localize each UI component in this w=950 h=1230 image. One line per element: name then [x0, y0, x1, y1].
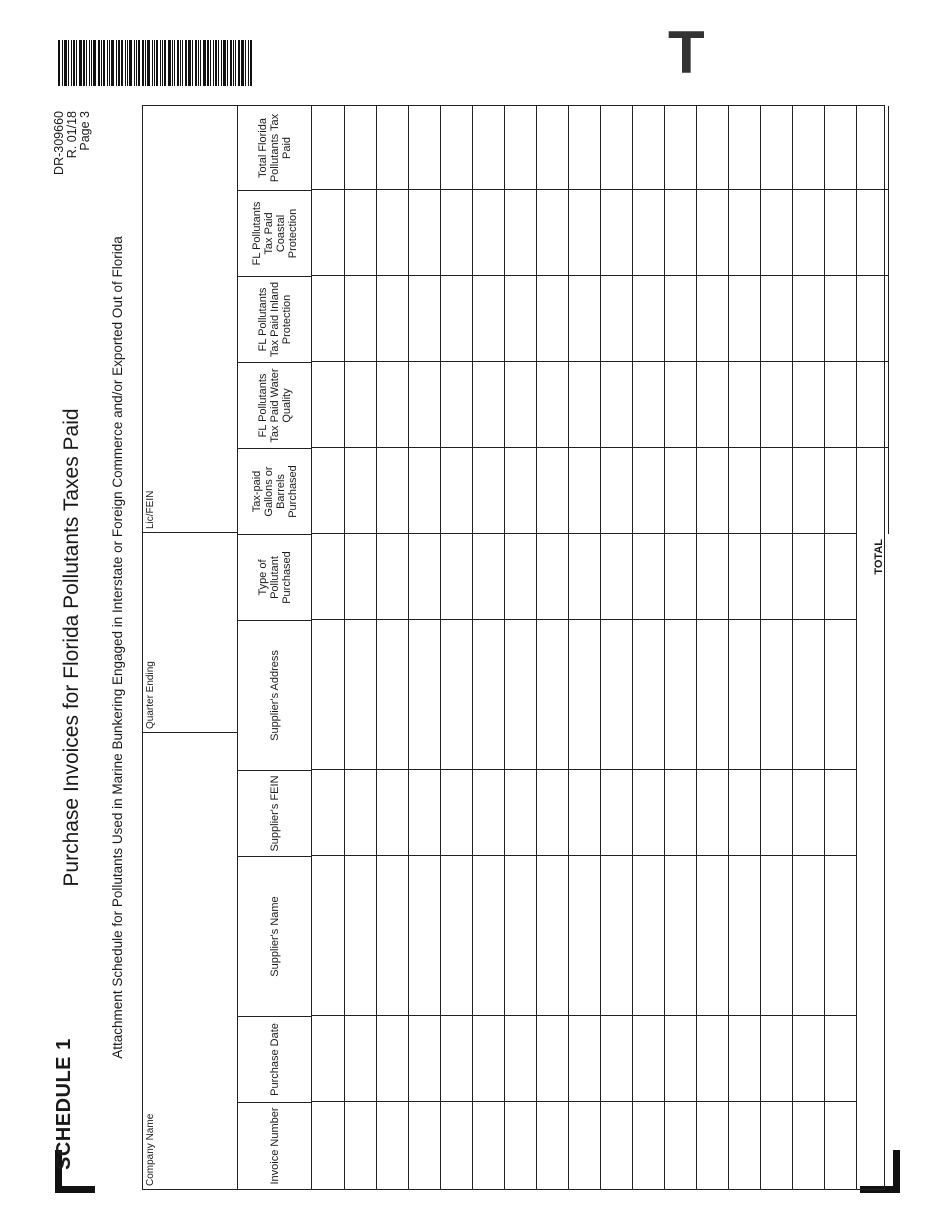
table-cell[interactable]: [632, 770, 664, 856]
table-cell[interactable]: [408, 362, 440, 448]
table-cell[interactable]: [376, 276, 408, 362]
table-cell[interactable]: [344, 770, 376, 856]
table-cell[interactable]: [312, 620, 344, 770]
column-header: FL Pollutants Tax Paid Inland Protection: [238, 276, 312, 362]
table-cell[interactable]: [728, 620, 760, 770]
table-cell[interactable]: [568, 770, 600, 856]
table-cell[interactable]: [472, 276, 504, 362]
table-cell[interactable]: [760, 276, 792, 362]
barcode-bar: [98, 40, 100, 86]
table-cell[interactable]: [344, 620, 376, 770]
table-cell[interactable]: [408, 1016, 440, 1102]
table-cell[interactable]: [408, 534, 440, 620]
table-cell[interactable]: [728, 362, 760, 448]
table-cell[interactable]: [792, 1016, 824, 1102]
table-cell[interactable]: [440, 534, 472, 620]
barcode-bar: [241, 40, 244, 86]
table-cell[interactable]: [824, 362, 856, 448]
barcode-bar: [223, 40, 226, 86]
barcode-bar: [160, 40, 161, 86]
table-cell[interactable]: [632, 534, 664, 620]
table-cell[interactable]: [728, 448, 760, 534]
table-cell[interactable]: [376, 534, 408, 620]
table-cell[interactable]: [440, 362, 472, 448]
table-cell[interactable]: [760, 770, 792, 856]
barcode-bar: [185, 40, 187, 86]
table-cell[interactable]: [664, 448, 696, 534]
table-cell[interactable]: [760, 534, 792, 620]
table-cell[interactable]: [504, 106, 536, 190]
table-cell[interactable]: [472, 190, 504, 276]
table-cell[interactable]: [600, 106, 632, 190]
table-cell[interactable]: [824, 1102, 856, 1189]
table-cell[interactable]: [504, 276, 536, 362]
total-cell[interactable]: [856, 276, 888, 362]
barcode-bar: [145, 40, 146, 86]
table-cell[interactable]: [664, 106, 696, 190]
table-cell[interactable]: [472, 106, 504, 190]
table-cell[interactable]: [792, 1102, 824, 1189]
barcode-bar: [215, 40, 217, 86]
barcode-bar: [210, 40, 211, 86]
table-cell[interactable]: [408, 1102, 440, 1189]
table-cell[interactable]: [344, 276, 376, 362]
table-cell[interactable]: [600, 620, 632, 770]
form-title: Purchase Invoices for Florida Pollutants Taxes Paid: [60, 408, 83, 887]
table-cell[interactable]: [728, 534, 760, 620]
column-header: Total Florida Pollutants Tax Paid: [238, 106, 312, 190]
table-cell[interactable]: [312, 276, 344, 362]
table-cell[interactable]: [600, 276, 632, 362]
table-cell[interactable]: [632, 190, 664, 276]
barcode-bar: [68, 40, 69, 86]
barcode-bar: [221, 40, 222, 86]
table-cell[interactable]: [568, 448, 600, 534]
table-cell[interactable]: [344, 856, 376, 1016]
table-cell[interactable]: [440, 620, 472, 770]
barcode-bar: [152, 40, 153, 86]
table-cell[interactable]: [408, 106, 440, 190]
table-cell[interactable]: [472, 448, 504, 534]
table-cell[interactable]: [536, 1102, 568, 1189]
table-cell[interactable]: [568, 276, 600, 362]
table-cell[interactable]: [824, 856, 856, 1016]
column-header: Type of Pollutant Purchased: [238, 534, 312, 620]
table-cell[interactable]: [664, 1102, 696, 1189]
table-cell[interactable]: [824, 190, 856, 276]
table-cell[interactable]: [440, 1016, 472, 1102]
table-cell[interactable]: [472, 1016, 504, 1102]
barcode-bar: [116, 40, 117, 86]
table-cell[interactable]: [408, 620, 440, 770]
barcode-bar: [174, 40, 175, 86]
barcode-bar: [195, 40, 197, 86]
table-cell[interactable]: [504, 190, 536, 276]
table-cell[interactable]: [536, 190, 568, 276]
table-cell[interactable]: [600, 448, 632, 534]
table-cell[interactable]: [792, 276, 824, 362]
barcode-bar: [134, 40, 135, 86]
barcode-bar: [200, 40, 201, 86]
table-cell[interactable]: [632, 362, 664, 448]
column-header: Supplier's Address: [238, 620, 312, 770]
barcode-bar: [182, 40, 183, 86]
form-revision: R. 01/18: [65, 111, 79, 159]
barcode-bar: [230, 40, 232, 86]
table-cell[interactable]: [440, 276, 472, 362]
barcode-bar: [73, 40, 75, 86]
table-cell[interactable]: [568, 856, 600, 1016]
table-cell[interactable]: [696, 856, 728, 1016]
column-header: Invoice Number: [238, 1102, 312, 1189]
barcode-bar: [227, 40, 228, 86]
table-cell[interactable]: [440, 106, 472, 190]
table-cell[interactable]: [600, 1016, 632, 1102]
barcode-bar: [164, 40, 166, 86]
quarter-ending-label: Quarter Ending: [145, 661, 156, 729]
barcode-bar: [245, 40, 246, 86]
barcode-bar: [207, 40, 209, 86]
page-marker-letter: T: [668, 19, 705, 86]
table-cell[interactable]: [632, 106, 664, 190]
barcode-bar: [107, 40, 108, 86]
barcode-bar: [180, 40, 181, 86]
table-cell[interactable]: [312, 448, 344, 534]
table-cell[interactable]: [568, 190, 600, 276]
barcode-bar: [192, 40, 193, 86]
table-cell[interactable]: [824, 770, 856, 856]
table-cell[interactable]: [792, 362, 824, 448]
table-cell[interactable]: [664, 770, 696, 856]
barcode-bar: [238, 40, 240, 86]
barcode-bar: [156, 40, 158, 86]
barcode-bar: [162, 40, 163, 86]
barcode-bar: [64, 40, 67, 86]
barcode-bar: [168, 40, 171, 86]
table-cell[interactable]: [344, 448, 376, 534]
barcode-bar: [147, 40, 150, 86]
table-cell[interactable]: [728, 1016, 760, 1102]
table-cell[interactable]: [664, 620, 696, 770]
column-header: Tax-paid Gallons or Barrels Purchased: [238, 448, 312, 534]
table-cell[interactable]: [536, 106, 568, 190]
table-cell[interactable]: [344, 1016, 376, 1102]
barcode-bar: [58, 40, 60, 86]
barcode: [58, 40, 280, 86]
table-cell[interactable]: [504, 448, 536, 534]
table-cell[interactable]: [696, 1102, 728, 1189]
table-cell[interactable]: [344, 534, 376, 620]
table-cell[interactable]: [504, 620, 536, 770]
table-cell[interactable]: [664, 362, 696, 448]
barcode-bar: [138, 40, 140, 86]
table-cell[interactable]: [408, 190, 440, 276]
table-cell[interactable]: [632, 1102, 664, 1189]
table-cell[interactable]: [792, 620, 824, 770]
table-cell[interactable]: [376, 190, 408, 276]
column-header: Supplier's FEIN: [238, 770, 312, 856]
barcode-bar: [235, 40, 236, 86]
barcode-bar: [89, 40, 90, 86]
table-cell[interactable]: [600, 190, 632, 276]
table-cell[interactable]: [696, 620, 728, 770]
table-cell[interactable]: [824, 620, 856, 770]
form-number: DR-309660: [52, 111, 66, 175]
table-cell[interactable]: [696, 190, 728, 276]
barcode-bar: [91, 40, 92, 86]
table-cell[interactable]: [760, 106, 792, 190]
form-subtitle: Attachment Schedule for Pollutants Used in Marine Bunkering Engaged in Interstate or Foreign Commerce and/or Exported Out of Florida: [110, 236, 125, 1059]
barcode-bar: [198, 40, 199, 86]
table-cell[interactable]: [568, 620, 600, 770]
table-cell[interactable]: [824, 534, 856, 620]
barcode-bar: [76, 40, 77, 86]
table-cell[interactable]: [568, 534, 600, 620]
barcode-bar: [203, 40, 206, 86]
table-cell[interactable]: [600, 534, 632, 620]
barcode-bar: [142, 40, 144, 86]
table-cell[interactable]: [312, 1016, 344, 1102]
table-cell[interactable]: [760, 448, 792, 534]
table-cell[interactable]: [504, 1102, 536, 1189]
table-row-line: [888, 106, 889, 534]
table-cell[interactable]: [440, 190, 472, 276]
barcode-bar: [250, 40, 252, 86]
table-cell[interactable]: [792, 770, 824, 856]
table-cell[interactable]: [568, 1016, 600, 1102]
barcode-bar: [188, 40, 191, 86]
lic-fein-label: Lic/FEIN: [145, 490, 156, 529]
table-cell[interactable]: [664, 1016, 696, 1102]
table-cell[interactable]: [472, 362, 504, 448]
barcode-bar: [86, 40, 87, 86]
table-cell[interactable]: [344, 106, 376, 190]
table-cell[interactable]: [472, 534, 504, 620]
table-cell[interactable]: [408, 448, 440, 534]
table-cell[interactable]: [568, 106, 600, 190]
total-cell[interactable]: [856, 448, 888, 534]
table-cell[interactable]: [376, 1016, 408, 1102]
table-cell[interactable]: [696, 276, 728, 362]
table-cell[interactable]: [408, 276, 440, 362]
table-cell[interactable]: [664, 856, 696, 1016]
barcode-bar: [101, 40, 102, 86]
table-cell[interactable]: [472, 856, 504, 1016]
table-cell[interactable]: [440, 1102, 472, 1189]
table-cell[interactable]: [728, 1102, 760, 1189]
total-label: TOTAL: [873, 539, 885, 575]
table-cell[interactable]: [376, 1102, 408, 1189]
table-cell[interactable]: [312, 106, 344, 190]
form-number-block: [53, 111, 92, 175]
barcode-bar: [83, 40, 85, 86]
table-cell[interactable]: [792, 448, 824, 534]
table-cell[interactable]: [440, 770, 472, 856]
table-cell[interactable]: [696, 448, 728, 534]
table-cell[interactable]: [568, 362, 600, 448]
barcode-bar: [121, 40, 123, 86]
table-cell[interactable]: [760, 362, 792, 448]
table-cell[interactable]: [376, 362, 408, 448]
schedule-form: [50, 105, 885, 1190]
page-number: Page 3: [78, 111, 92, 151]
barcode-bar: [125, 40, 126, 86]
column-header: FL Pollutants Tax Paid Water Quality: [238, 362, 312, 448]
table-cell[interactable]: [472, 1102, 504, 1189]
table-cell[interactable]: [792, 106, 824, 190]
table-cell[interactable]: [600, 770, 632, 856]
table-cell[interactable]: [440, 856, 472, 1016]
form-header: [50, 105, 140, 1190]
table-cell[interactable]: [344, 190, 376, 276]
table-cell[interactable]: [824, 1016, 856, 1102]
table-cell[interactable]: [344, 1102, 376, 1189]
table-cell[interactable]: [344, 362, 376, 448]
table-cell[interactable]: [824, 276, 856, 362]
table-cell[interactable]: [376, 448, 408, 534]
barcode-bar: [154, 40, 155, 86]
total-cell[interactable]: [856, 362, 888, 448]
table-cell[interactable]: [696, 534, 728, 620]
table-cell[interactable]: [504, 856, 536, 1016]
barcode-bar: [248, 40, 249, 86]
table-cell[interactable]: [664, 534, 696, 620]
table-cell[interactable]: [728, 276, 760, 362]
table-cell[interactable]: [600, 856, 632, 1016]
table-cell[interactable]: [792, 856, 824, 1016]
table-cell[interactable]: [536, 1016, 568, 1102]
table-cell[interactable]: [760, 620, 792, 770]
lic-fein-field[interactable]: [143, 106, 238, 532]
table-cell[interactable]: [632, 276, 664, 362]
quarter-ending-field[interactable]: [143, 532, 238, 732]
table-cell[interactable]: [824, 106, 856, 190]
table-cell[interactable]: [472, 620, 504, 770]
barcode-bar: [218, 40, 219, 86]
table-cell[interactable]: [312, 190, 344, 276]
barcode-bar: [111, 40, 114, 86]
table-cell[interactable]: [536, 448, 568, 534]
column-header: FL Pollutants Tax Paid Coastal Protection: [238, 190, 312, 276]
table-cell[interactable]: [536, 276, 568, 362]
schedule-label: SCHEDULE 1: [53, 1038, 75, 1170]
table-cell[interactable]: [536, 770, 568, 856]
table-cell[interactable]: [696, 770, 728, 856]
table-cell[interactable]: [504, 770, 536, 856]
barcode-bar: [93, 40, 96, 86]
table-cell[interactable]: [312, 534, 344, 620]
table-cell[interactable]: [824, 448, 856, 534]
barcode-bar: [177, 40, 179, 86]
company-name-field[interactable]: [143, 732, 238, 1189]
barcode-bar: [109, 40, 110, 86]
barcode-bar: [71, 40, 72, 86]
table-cell[interactable]: [536, 620, 568, 770]
table-cell[interactable]: [632, 1016, 664, 1102]
table-cell[interactable]: [536, 362, 568, 448]
schedule-table: [142, 105, 885, 1190]
table-cell[interactable]: [696, 1016, 728, 1102]
barcode-bar: [103, 40, 105, 86]
table-cell[interactable]: [312, 362, 344, 448]
table-cell[interactable]: [312, 856, 344, 1016]
barcode-bar: [136, 40, 137, 86]
barcode-bar: [62, 40, 63, 86]
table-cell[interactable]: [504, 1016, 536, 1102]
table-cell[interactable]: [600, 362, 632, 448]
table-cell[interactable]: [728, 856, 760, 1016]
table-cell[interactable]: [728, 770, 760, 856]
barcode-bar: [233, 40, 234, 86]
barcode-bar: [79, 40, 82, 86]
table-cell[interactable]: [664, 276, 696, 362]
table-cell[interactable]: [504, 534, 536, 620]
table-cell[interactable]: [760, 856, 792, 1016]
table-cell[interactable]: [760, 190, 792, 276]
table-cell[interactable]: [696, 106, 728, 190]
barcode-bar: [118, 40, 120, 86]
table-cell[interactable]: [504, 362, 536, 448]
table-cell[interactable]: [792, 190, 824, 276]
table-cell[interactable]: [536, 856, 568, 1016]
table-cell[interactable]: [536, 534, 568, 620]
table-cell[interactable]: [792, 534, 824, 620]
barcode-bar: [129, 40, 132, 86]
table-cell[interactable]: [408, 770, 440, 856]
table-cell[interactable]: [632, 620, 664, 770]
column-header: Supplier's Name: [238, 856, 312, 1016]
total-cell[interactable]: [856, 106, 888, 190]
table-cell[interactable]: [632, 856, 664, 1016]
table-cell[interactable]: [760, 1102, 792, 1189]
table-cell[interactable]: [440, 448, 472, 534]
table-cell[interactable]: [312, 770, 344, 856]
table-cell[interactable]: [472, 770, 504, 856]
table-cell[interactable]: [632, 448, 664, 534]
table-cell[interactable]: [376, 770, 408, 856]
table-cell[interactable]: [696, 362, 728, 448]
table-cell[interactable]: [376, 620, 408, 770]
barcode-bar: [172, 40, 173, 86]
table-cell[interactable]: [664, 190, 696, 276]
barcode-bar: [213, 40, 214, 86]
table-cell[interactable]: [312, 1102, 344, 1189]
total-cell[interactable]: [856, 190, 888, 276]
column-header: Purchase Date: [238, 1016, 312, 1102]
table-cell[interactable]: [760, 1016, 792, 1102]
barcode-bar: [127, 40, 128, 86]
company-name-label: Company Name: [145, 1113, 156, 1186]
table-cell[interactable]: [568, 1102, 600, 1189]
table-cell[interactable]: [376, 106, 408, 190]
table-cell[interactable]: [408, 856, 440, 1016]
table-cell[interactable]: [728, 106, 760, 190]
table-cell[interactable]: [728, 190, 760, 276]
table-cell[interactable]: [376, 856, 408, 1016]
table-cell[interactable]: [600, 1102, 632, 1189]
